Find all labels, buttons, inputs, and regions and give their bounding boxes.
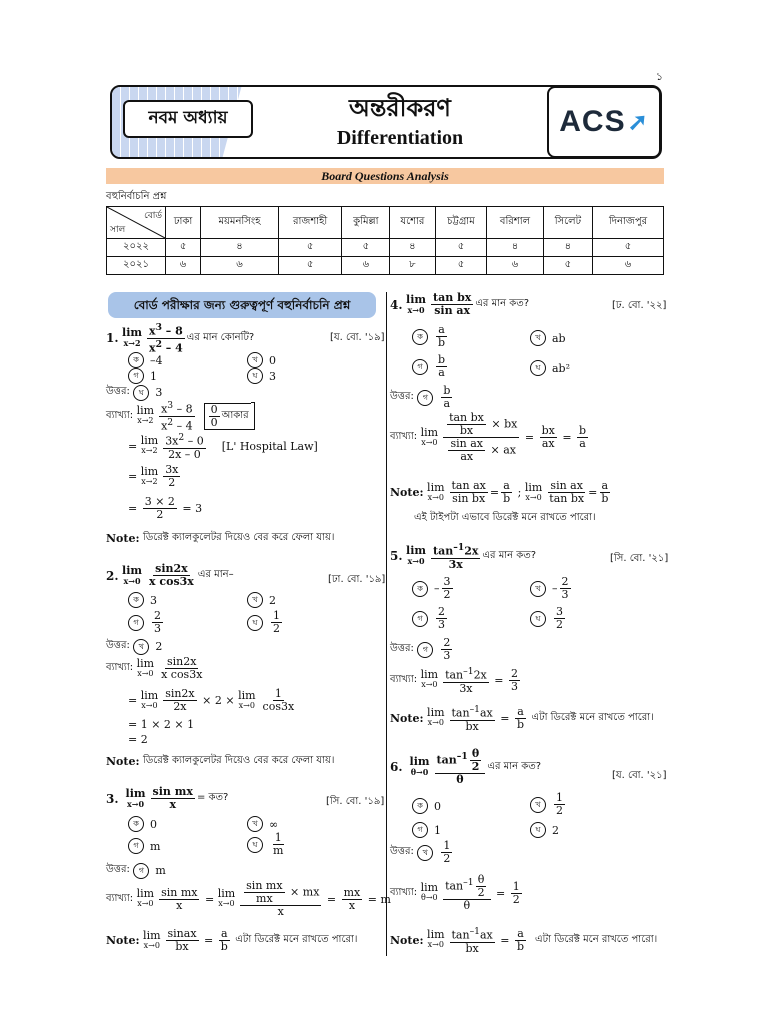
- title-bengali: অন্তরীকরণ: [349, 94, 451, 122]
- analysis-banner: Board Questions Analysis: [106, 168, 664, 184]
- board-header: ময়মনসিংহ: [201, 207, 279, 239]
- answer: উত্তর: খ 2: [106, 640, 163, 653]
- explanation: ব্যাখ্যা: lim θ→0 $\tan^{-1}$ $\frac{\theta}{2}$ θ = $\frac{1}{2}$: [390, 873, 520, 912]
- table-corner: বোর্ড সাল: [107, 207, 166, 239]
- option-a: ক 0: [412, 798, 441, 814]
- mcq-label: বহুনির্বাচনি প্রশ্ন: [106, 191, 167, 202]
- answer: উত্তর: খ $\frac{1}{2}$: [390, 839, 451, 865]
- option-d: ঘ 3: [247, 368, 276, 384]
- option-c: গ $\frac{2}{3}$: [412, 606, 449, 631]
- question-4: 4. lim x→0 $\frac{\text{tan bx}}{\text{sin ax}}$ এর মান কত?: [390, 291, 530, 317]
- board-header: দিনাজপুর: [593, 207, 664, 239]
- option-a: ক – $\frac{3}{2}$: [412, 576, 455, 601]
- option-b: খ $\frac{1}{2}$: [530, 792, 567, 817]
- board-header: যশোর: [390, 207, 435, 239]
- board-header: চট্টগ্রাম: [435, 207, 487, 239]
- board-header: সিলেট: [543, 207, 592, 239]
- page-number: ১: [655, 70, 663, 83]
- question-3: 3. lim x→0 $\frac{\text{sin mx}}{x}$ = কত?: [106, 785, 229, 811]
- option-a: ক $\frac{a}{b}$: [412, 324, 449, 349]
- question-2: 2. lim x→0 $\frac{\sin 2x}{\text{x cos3x}}$ এর মান–: [106, 562, 234, 588]
- answer: উত্তর: গ $\frac{2}{3}$: [390, 636, 451, 662]
- option-a: ক –4: [128, 352, 163, 368]
- question-6: 6. lim θ→0 $\tan^{-1}$ $\frac{\theta}{2}$ θ এর মান কত?: [390, 747, 542, 786]
- option-b: খ ab: [530, 330, 566, 346]
- option-d: ঘ ab²: [530, 360, 570, 376]
- option-b: খ ∞: [247, 816, 278, 832]
- note: Note: lim x→0 $\frac{\text{sinax}}{bx}$ = $\frac{a}{b}$ এটা ডিরেক্ট মনে রাখতে পারো।: [106, 927, 358, 953]
- answer: উত্তর: গ $\frac{b}{a}$: [390, 384, 451, 410]
- option-a: ক 3: [128, 592, 157, 608]
- note: Note: lim x→0 $\frac{\tan^{-1}ax}{bx}$ = $\frac{a}{b}$ এটা ডিরেক্ট মনে রাখতে পারো।: [390, 926, 658, 955]
- answer: উত্তর: গ m: [106, 864, 166, 877]
- question-ref: [সি. বো. '২১]: [610, 553, 669, 564]
- table-row: ২০২২ ৫ ৪ ৫ ৫ ৪ ৫ ৪ ৪ ৫: [107, 239, 664, 257]
- question-5: 5. lim x→0 $\frac{\tan^{-1}2x}{3x}$ এর মান কত?: [390, 542, 537, 571]
- option-c: গ $\frac{2}{3}$: [128, 610, 165, 635]
- board-header: ঢাকা: [166, 207, 201, 239]
- board-header: রাজশাহী: [278, 207, 342, 239]
- option-d: ঘ $\frac{1}{m}$: [247, 832, 287, 857]
- section-title: বোর্ড পরীক্ষার জন্য গুরুত্বপূর্ণ বহুনির্বাচনি প্রশ্ন: [108, 292, 376, 318]
- option-c: গ $\frac{b}{a}$: [412, 354, 449, 379]
- explanation: ব্যাখ্যা: lim x→0 $\frac{\text{sin mx}}{x}$ = lim x→0 $\frac{\text{sin mx}}{mx}$ × mx x = $\frac{mx}{x}$ = m: [106, 879, 391, 918]
- question-ref: [সি. বো. '১৯]: [326, 796, 385, 807]
- note: Note: ডিরেক্ট ক্যালকুলেটর দিয়েও বের করে ফেলা যায়।: [106, 755, 335, 768]
- table-row: ২০২১ ৬ ৬ ৫ ৬ ৮ ৫ ৬ ৫ ৬: [107, 257, 664, 275]
- acs-logo: ACS ➚: [547, 86, 661, 158]
- explanation: ব্যাখ্যা: lim x→0 $\frac{\sin 2x}{\text{x cos3x}}$: [106, 655, 203, 681]
- board-header: কুমিল্লা: [342, 207, 390, 239]
- option-d: ঘ $\frac{1}{2}$: [247, 610, 284, 635]
- note: Note: ডিরেক্ট ক্যালকুলেটর দিয়েও বের করে ফেলা যায়।: [106, 532, 335, 545]
- option-d: ঘ 2: [530, 822, 559, 838]
- option-b: খ 0: [247, 352, 276, 368]
- option-c: গ m: [128, 838, 160, 854]
- option-b: খ 2: [247, 592, 276, 608]
- note: Note: lim x→0 $\frac{\text{tan ax}}{\text{sin bx}}$ = $\frac{a}{b}$ ; lim x→0 $\frac{\text{sin ax}}{\text{tan bx}}$ = $\frac{a}{b}$: [390, 479, 609, 505]
- explanation: ব্যাখ্যা: lim x→2 $\frac{x^3 - 8}{x^2 - 4}$ $\frac{0}{0}$ আকার: [106, 400, 255, 432]
- option-d: ঘ $\frac{3}{2}$: [530, 606, 567, 631]
- arrow-icon: ➚: [627, 108, 649, 136]
- option-a: ক 0: [128, 816, 157, 832]
- question-1: 1. lim x→2 $\frac{x^3 - 8}{x^2 - 4}$ এর মান কোনটি?: [106, 322, 255, 355]
- explanation: ব্যাখ্যা: lim x→0 $\frac{\text{tan bx}}{bx}$ × bx $\frac{\text{sin ax}}{ax}$ × ax = $\frac{bx}{ax}$ = $\frac{b}{a}$: [390, 411, 587, 463]
- board-analysis-table: [106, 206, 664, 275]
- question-ref: [ঢ. বো. '২২]: [612, 300, 667, 311]
- note-text: এই টাইপটা এভাবে ডিরেক্ট মনে রাখতে পারো।: [414, 512, 596, 523]
- question-ref: [য. বো. '২১]: [612, 770, 667, 781]
- board-header: বরিশাল: [487, 207, 543, 239]
- option-c: গ 1: [128, 368, 157, 384]
- question-ref: [য. বো. '১৯]: [330, 332, 385, 343]
- chapter-label: নবম অধ্যায়: [123, 100, 253, 138]
- option-c: গ 1: [412, 822, 441, 838]
- answer: উত্তর: ঘ 3: [106, 386, 163, 399]
- option-b: খ – $\frac{2}{3}$: [530, 576, 573, 601]
- column-divider: [386, 292, 387, 956]
- question-ref: [ঢা. বো. '১৯]: [328, 574, 386, 585]
- note: Note: lim x→0 $\frac{\tan^{-1}ax}{bx}$ = $\frac{a}{b}$ এটা ডিরেক্ট মনে রাখতে পারো।: [390, 704, 654, 733]
- title-english: Differentiation: [336, 127, 464, 149]
- explanation: ব্যাখ্যা: lim x→0 $\frac{\tan^{-1}2x}{3x}$ = $\frac{2}{3}$: [390, 666, 518, 695]
